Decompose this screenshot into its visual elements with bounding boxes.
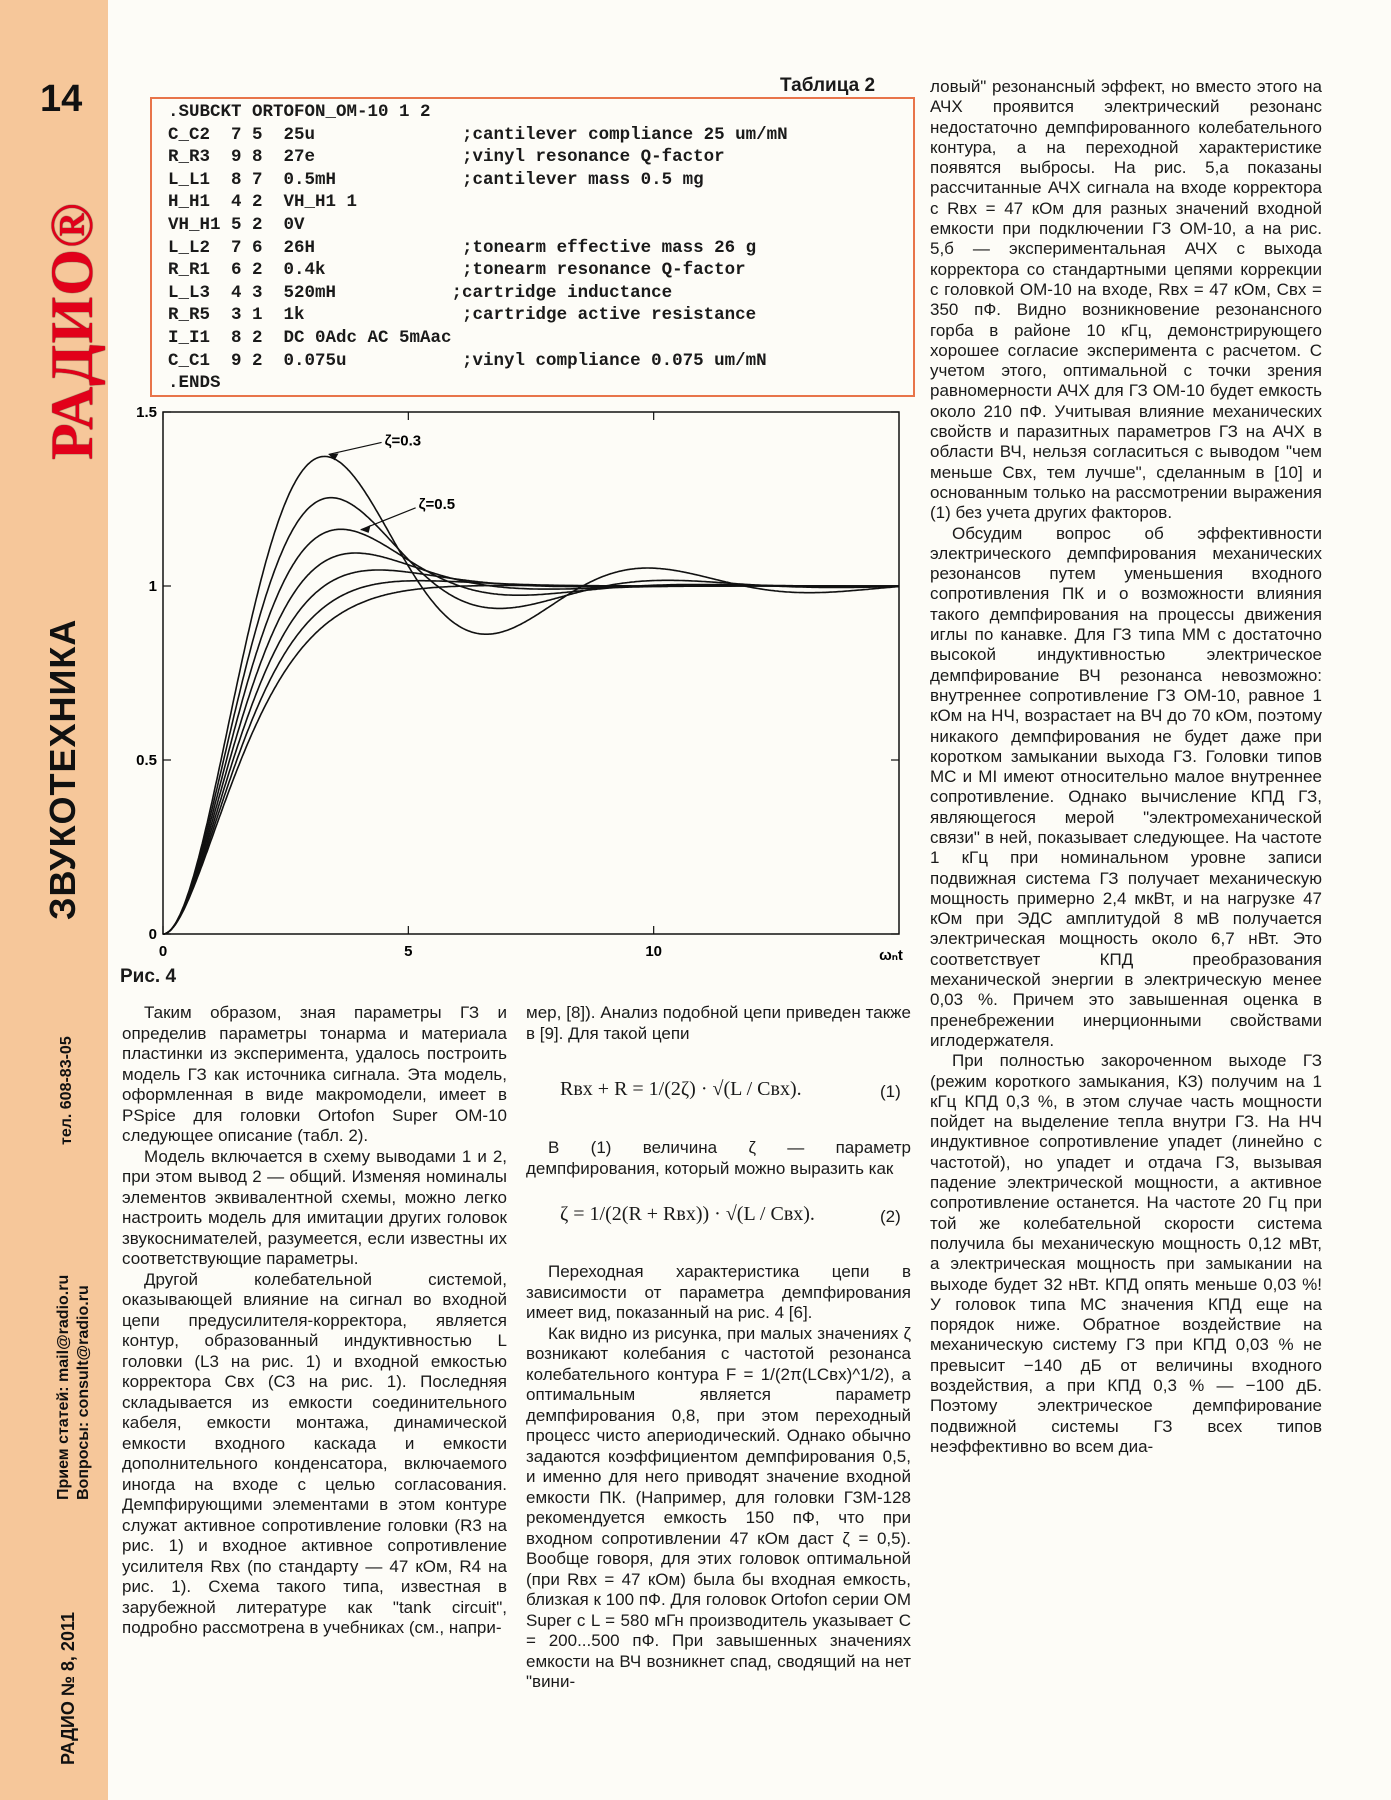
paragraph: В (1) величина ζ — параметр демпфирования, который можно выразить как (526, 1138, 911, 1178)
response-curve (163, 495, 899, 934)
annotation-arrow (329, 442, 382, 454)
sidebar-emails (54, 1275, 94, 1500)
paragraph: ловый" резонансный эффект, но вместо этого на АЧХ проявится электрический резонанс недостаточно демпфированного колебательного контура, а на переходной характеристике появятся выбросы. На рис. 5,а показаны рассчитанные АЧХ сигнала на входе корректора с Rвх = 47 кОм для разных значений входной емкости при подключении ГЗ ОМ-10, а на рис. 5,б — экспериментальная АЧХ с выхода корректора со стандартными цепями коррекции с головкой ОМ-10 на входе, Rвх = 47 кОм, Свх = 350 пФ. Видно возникновение резонансного горба в районе 10 кГц, демонстрирующего хорошее согласие эксперимента с расчетом. С учетом этого, оптимальной с точки зрения равномерности АЧХ для ГЗ ОМ-10 будет емкость около 210 пФ. Учитывая влияние механических свойств и паразитных параметров ГЗ на АЧХ в области ВЧ, нельзя согласиться с выводом "чем меньше Свх, тем лучше", сделанным в [10] и основанным только на рассмотрении выражения (1) без учета других факторов. (930, 77, 1322, 523)
y-tick-label: 1 (148, 578, 157, 595)
formula-1-number: (1) (880, 1082, 901, 1101)
text-column-1 (122, 1003, 507, 1639)
table-row: I_I1 8 2 DC 0Adc AC 5mAac (168, 328, 452, 348)
email-articles: Прием статей: mail@radio.ru (55, 1274, 72, 1500)
response-curve (163, 570, 899, 934)
annotation-label: ζ=0.5 (418, 495, 456, 513)
page-number: 14 (40, 78, 83, 120)
text-column-2b (526, 1138, 911, 1179)
y-tick-label: 0 (148, 926, 157, 943)
paragraph: Обсудим вопрос об эффективности электрического демпфирования механических резонансов путем уменьшения входного сопротивления ПК и о возможности влияния такого демпфирования на процессы движения иглы по канавке. Для ГЗ типа ММ с достаточно высокой индуктивностью электрическое демпфирование ВЧ резонанса невозможно: внутреннее сопротивление ГЗ ОМ-10, равное 1 кОм на НЧ, возрастает на ВЧ до 70 кОм, поэтому никакого демпфирования не будет даже при коротком замыкании выхода ГЗ. Головки типов МС и MI имеют относительно малое внутреннее сопротивление. Однако вычисление КПД ГЗ, являющегося мерой "электромеханической связи" в ней, показывает следующее. На частоте 1 кГц при номинальном уровне записи подвижная система ГЗ получает механическую мощность примерно 2,4 мкВт, и на нагрузке 47 кОм при ЭДС амплитудой 8 мВ получается электрическая мощность около 6,7 нВт. Это соответствует КПД преобразования механической энергии в электрическую менее 0,03 %. Причем это завышенная оценка в пренебрежении инерционными свойствами иглодержателя. (930, 523, 1322, 1050)
table-row: R_R3 9 8 27e ;vinyl resonance Q-factor (168, 147, 725, 167)
y-tick-label: 0.5 (136, 752, 157, 769)
annotation-label: ζ=0.3 (384, 432, 422, 450)
table-row: .ENDS (168, 373, 221, 393)
response-curve (163, 586, 899, 935)
sidebar-phone: тел. 608-83-05 (58, 1036, 75, 1145)
issue-label: РАДИО № 8, 2011 (58, 1612, 78, 1765)
table-row: L_L1 8 7 0.5mH ;cantilever mass 0.5 mg (168, 170, 704, 190)
response-curve (163, 553, 899, 934)
formula-2: ζ = 1/(2(R + Rвх)) · √(L / Cвх). (560, 1203, 815, 1225)
table-row: L_L2 7 6 26H ;tonearm effective mass 26 g (168, 238, 757, 258)
text-column-2c (526, 1262, 911, 1693)
magazine-logo: РАДИО® (39, 202, 105, 460)
response-curve (163, 456, 899, 934)
formula-2-number: (2) (880, 1207, 901, 1226)
paragraph: Другой колебательной системой, оказывающей влияние на сигнал во входной цепи предусилителя-корректора, является контур, образованный индуктивностью L головки (L3 на рис. 1) и входной емкостью корректора Свх (С3 на рис. 1). Последняя складывается из емкости соединительного кабеля, емкости монтажа, динамической емкости входного каскада и емкости дополнительного конденсатора, включаемого иногда на входе с целью согласования. Демпфирующими элементами в этом контуре служат активное сопротивление головки (R3 на рис. 1) и входное активное сопротивление усилителя Rвх (по стандарту — 47 кОм, R4 на рис. 1). Схема такого типа, известная в зарубежной литературе как "tank circuit", подробно рассмотрена в учебниках (см., напри- (122, 1269, 507, 1637)
table-row: R_R5 3 1 1k ;cartridge active resistance (168, 305, 757, 325)
table-row: C_C2 7 5 25u ;cantilever compliance 25 um/mN (168, 125, 788, 145)
paragraph: Как видно из рисунка, при малых значениях ζ возникают колебания с частотой резонанса колебательного контура F = 1/(2π(LCвх)^1/2), а оптимальным является параметр демпфирования 0,8, при этом переходный процесс чисто апериодический. Однако обычно задаются коэффициентом демпфирования 0,5, и именно для него приводят значение входной емкости ПК. (Например, для головки ГЗМ-128 рекомендуется емкость 150 пФ, что при входном сопротивлении 47 кОм даст ζ = 0,5). Вообще говоря, для этих головок оптимальной (при Rвх = 47 кОм) была бы входная емкость, близкая к 100 пФ. Для головок Ortofon серии OM Super с L = 580 мГн производитель указывает С = 200...500 пФ. При завышенных значениях емкости на ВЧ возникнет спад, сводящий на нет "вини- (526, 1323, 911, 1691)
table-row: H_H1 4 2 VH_H1 1 (168, 192, 358, 212)
response-curve (163, 581, 899, 934)
y-tick-label: 1.5 (136, 404, 157, 421)
section-title: ЗВУКОТЕХНИКА (42, 618, 83, 920)
paragraph: Переходная характеристика цепи в зависимости от параметра демпфирования имеет вид, показанный на рис. 4 [6]. (526, 1262, 911, 1322)
response-curve (163, 529, 899, 934)
x-tick-label: 0 (158, 943, 168, 960)
x-axis-label: ωₙt (879, 947, 903, 960)
table-row: L_L3 4 3 520mH ;cartridge inductance (168, 283, 673, 303)
text-column-3 (930, 77, 1322, 1457)
table-row: C_C1 9 2 0.075u ;vinyl compliance 0.075 um/mN (168, 351, 767, 371)
table-label: Таблица 2 (780, 75, 876, 96)
table-row: R_R1 6 2 0.4k ;tonearm resonance Q-factor (168, 260, 746, 280)
text-column-2a (526, 1003, 911, 1044)
step-response-chart (115, 400, 915, 960)
paragraph: мер, [8]). Анализ подобной цепи приведен также в [9]. Для такой цепи (526, 1003, 911, 1043)
formula-1: Rвх + R = 1/(2ζ) · √(L / Cвх). (560, 1078, 802, 1100)
paragraph: Модель включается в схему выводами 1 и 2, при этом вывод 2 — общий. Изменяя номиналы элементов эквивалентной схемы, можно легко настроить модель для имитации других головок звукоснимателей, разумеется, если известны их соответствующие параметры. (122, 1146, 507, 1268)
table-row: VH_H1 5 2 0V (168, 215, 305, 235)
x-tick-label: 5 (404, 943, 413, 960)
table-row: .SUBCKT ORTOFON_OM-10 1 2 (168, 102, 431, 122)
paragraph: Таким образом, зная параметры ГЗ и определив параметры тонарма и материала пластинки из эксперимента, удалось построить модель ГЗ как источника сигнала. Эта модель, оформленная в виде макромодели, имеет в PSpice для головки Ortofon Super OM-10 следующее описание (табл. 2). (122, 1003, 507, 1145)
figure-caption: Рис. 4 (120, 966, 177, 987)
email-questions: Вопросы: consult@radio.ru (75, 1285, 92, 1500)
paragraph: При полностью закороченном выходе ГЗ (режим короткого замыкания, КЗ) получим на 1 кГц КПД 0,3 %, в этом случае часть мощности пойдет на выделение тепла внутри ГЗ. На НЧ индуктивное сопротивление упадет (линейно с частотой), но упадет и отдача ГЗ, вызывая падение электрической мощности, а активное сопротивление останется. На частоте 20 Гц при той же колебательной скорости система получила бы механическую мощность 0,12 мВт, а электрическая мощность при замыкании на выходе будет 32 нВт. КПД опять меньше 0,03 %! У головок типа МС значения КПД еще на порядок ниже. Обратное воздействие на механическую систему ГЗ при КПД 0,03 % не превысит −140 дБ от величины входного воздействия, а при КПД 0,3 % — −100 дБ. Поэтому электрическое демпфирование подвижной системы ГЗ всех типов неэффективно во всем диа- (930, 1051, 1322, 1456)
x-tick-label: 10 (645, 943, 663, 960)
